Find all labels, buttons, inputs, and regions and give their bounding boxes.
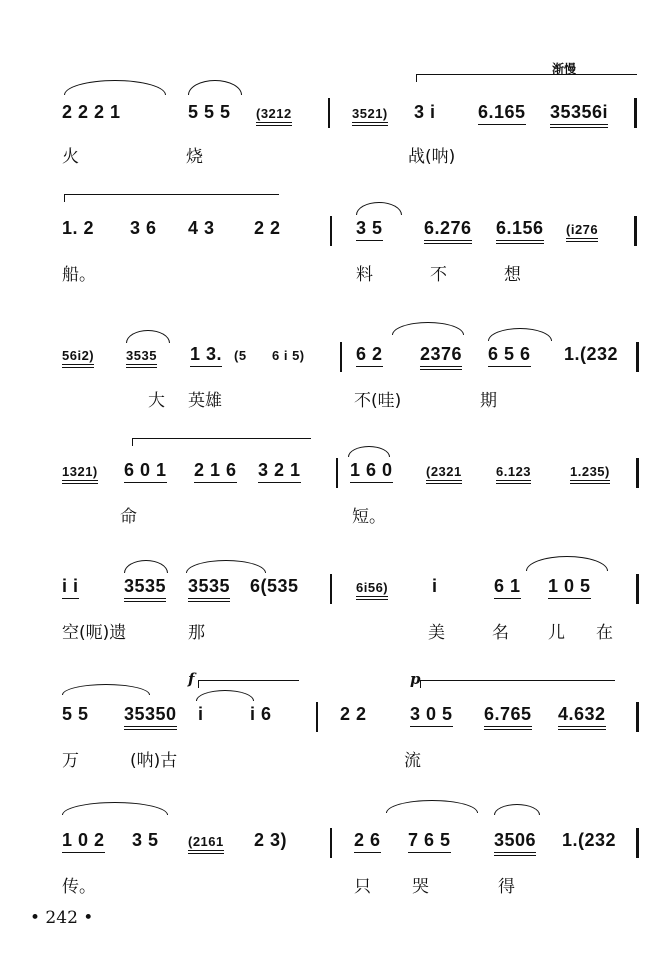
bar-line <box>328 98 330 128</box>
bar-line <box>330 216 332 246</box>
line-bracket <box>132 438 311 446</box>
bar-line <box>634 98 637 128</box>
lyric: 大 <box>148 391 165 411</box>
note-group: 1321) <box>62 464 98 484</box>
note-group: i <box>198 704 204 724</box>
slur <box>356 202 402 215</box>
note-group: 6.123 <box>496 464 531 484</box>
note-group: 2 6 <box>354 830 381 853</box>
lyric: 哭 <box>412 877 429 897</box>
lyric: 烧 <box>186 147 203 167</box>
slur <box>188 80 242 95</box>
bar-line <box>330 828 332 858</box>
slur <box>386 800 478 813</box>
system-3 <box>0 318 672 438</box>
bar-line <box>336 458 338 488</box>
lyric: 万 <box>62 751 79 771</box>
note-group: 3535 <box>188 576 230 602</box>
slur <box>124 560 168 573</box>
bar-line <box>330 574 332 604</box>
note-group: (i276 <box>566 222 598 242</box>
note-group: (2321 <box>426 464 462 484</box>
system-4 <box>0 432 672 552</box>
line-bracket <box>416 74 637 82</box>
note-group: 3 0 5 <box>410 704 453 727</box>
lyric: 传。 <box>62 877 96 897</box>
lyrics-row <box>0 502 672 526</box>
system-2 <box>0 190 672 310</box>
lyric: 名 <box>492 623 509 643</box>
note-group: 6(535 <box>250 576 299 596</box>
notes-row <box>0 704 672 734</box>
notes-row <box>0 830 672 860</box>
dynamic-forte: f <box>188 670 195 688</box>
note-group: 6 1 <box>494 576 521 599</box>
note-group: 1. 2 <box>62 218 95 238</box>
lyric: 船。 <box>62 265 96 285</box>
note-group: 1.(232 <box>562 830 617 850</box>
note-group: 35356i <box>550 102 608 128</box>
note-group: 3521) <box>352 106 388 126</box>
tempo-mark: 渐慢 <box>552 62 577 76</box>
lyric: 短。 <box>352 507 386 527</box>
lyrics-row <box>0 746 672 770</box>
note-group: 3535 <box>126 348 157 368</box>
note-group: 1 0 2 <box>62 830 105 853</box>
lyric: 流 <box>404 751 421 771</box>
note-group: 2376 <box>420 344 462 370</box>
note-group: 3535 <box>124 576 166 602</box>
slur <box>488 328 552 341</box>
slur <box>62 684 150 695</box>
note-group: 5 5 <box>62 704 89 724</box>
lyric: 英雄 <box>188 391 222 411</box>
bar-line <box>636 574 639 604</box>
note-group: 6.165 <box>478 102 526 125</box>
slur <box>392 322 464 335</box>
system-5 <box>0 548 672 668</box>
lyrics-row <box>0 142 672 166</box>
note-group: i i <box>62 576 79 599</box>
system-6 <box>0 668 672 788</box>
bar-line <box>636 342 639 372</box>
note-group: 1.(232 <box>564 344 619 364</box>
lyric: 想 <box>504 265 521 285</box>
note-group: 35350 <box>124 704 177 730</box>
slur <box>526 556 608 571</box>
system-7 <box>0 790 672 910</box>
note-group: 1 6 0 <box>350 460 393 483</box>
note-group: 4 3 <box>188 218 215 238</box>
dynamic-piano: p <box>410 670 421 688</box>
lyric: 命 <box>120 507 137 527</box>
bar-line <box>316 702 318 732</box>
lyric: 期 <box>480 391 497 411</box>
notes-row <box>0 344 672 374</box>
bar-line <box>636 702 639 732</box>
note-group: 1.235) <box>570 464 610 484</box>
slur <box>62 802 168 815</box>
bar-line <box>636 458 639 488</box>
lyric: 儿 <box>548 623 565 643</box>
note-group: 2 2 <box>340 704 367 724</box>
lyric: 那 <box>188 623 205 643</box>
notes-row <box>0 460 672 490</box>
line-bracket <box>420 680 615 688</box>
line-bracket <box>64 194 279 202</box>
notes-row <box>0 576 672 606</box>
note-group: 4.632 <box>558 704 606 730</box>
lyric: 在 <box>596 623 613 643</box>
note-group: 6 i 5) <box>272 348 305 363</box>
note-group: 7 6 5 <box>408 830 451 853</box>
note-group: i 6 <box>250 704 272 724</box>
note-group: 6.765 <box>484 704 532 730</box>
lyric: 不 <box>430 265 447 285</box>
note-group: i <box>432 576 438 596</box>
note-group: (2161 <box>188 834 224 854</box>
slur <box>126 330 170 343</box>
lyric: 火 <box>62 147 79 167</box>
note-group: 3 5 <box>356 218 383 241</box>
note-group: 6i56) <box>356 580 388 600</box>
note-group: 6 0 1 <box>124 460 167 483</box>
lyric: 美 <box>428 623 445 643</box>
notes-row <box>0 102 672 132</box>
lyric: 只 <box>354 877 371 897</box>
note-group: 1 0 5 <box>548 576 591 599</box>
note-group: (5 <box>234 348 247 363</box>
system-1 <box>0 70 672 190</box>
note-group: (3212 <box>256 106 292 126</box>
note-group: 3 6 <box>130 218 157 238</box>
page-number: • 242 • <box>30 908 94 928</box>
bar-line <box>340 342 342 372</box>
note-group: 6.276 <box>424 218 472 244</box>
note-group: 1 3. <box>190 344 222 367</box>
note-group: 2 2 <box>254 218 281 238</box>
slur <box>196 690 254 701</box>
note-group: 2 3) <box>254 830 288 850</box>
slur <box>186 560 266 573</box>
note-group: 6 2 <box>356 344 383 367</box>
lyric: (呐)古 <box>130 751 178 771</box>
note-group: 3 i <box>414 102 436 122</box>
note-group: 2 1 6 <box>194 460 237 483</box>
lyrics-row <box>0 618 672 642</box>
lyrics-row <box>0 260 672 284</box>
slur <box>64 80 166 95</box>
note-group: 3 5 <box>132 830 159 850</box>
lyric: 得 <box>498 877 515 897</box>
note-group: 5 5 5 <box>188 102 231 122</box>
lyrics-row <box>0 872 672 896</box>
notes-row <box>0 218 672 248</box>
note-group: 6.156 <box>496 218 544 244</box>
lyric: 料 <box>356 265 373 285</box>
slur <box>494 804 540 815</box>
note-group: 2 2 2 1 <box>62 102 121 122</box>
note-group: 3 2 1 <box>258 460 301 483</box>
bar-line <box>636 828 639 858</box>
slur <box>348 446 390 457</box>
line-bracket <box>198 680 299 688</box>
lyric: 不(哇) <box>354 391 402 411</box>
note-group: 6 5 6 <box>488 344 531 367</box>
lyrics-row <box>0 386 672 410</box>
note-group: 56i2) <box>62 348 94 368</box>
note-group: 3506 <box>494 830 536 856</box>
lyric: 战(呐) <box>408 147 456 167</box>
bar-line <box>634 216 637 246</box>
lyric: 空(呃)遗 <box>62 623 127 643</box>
